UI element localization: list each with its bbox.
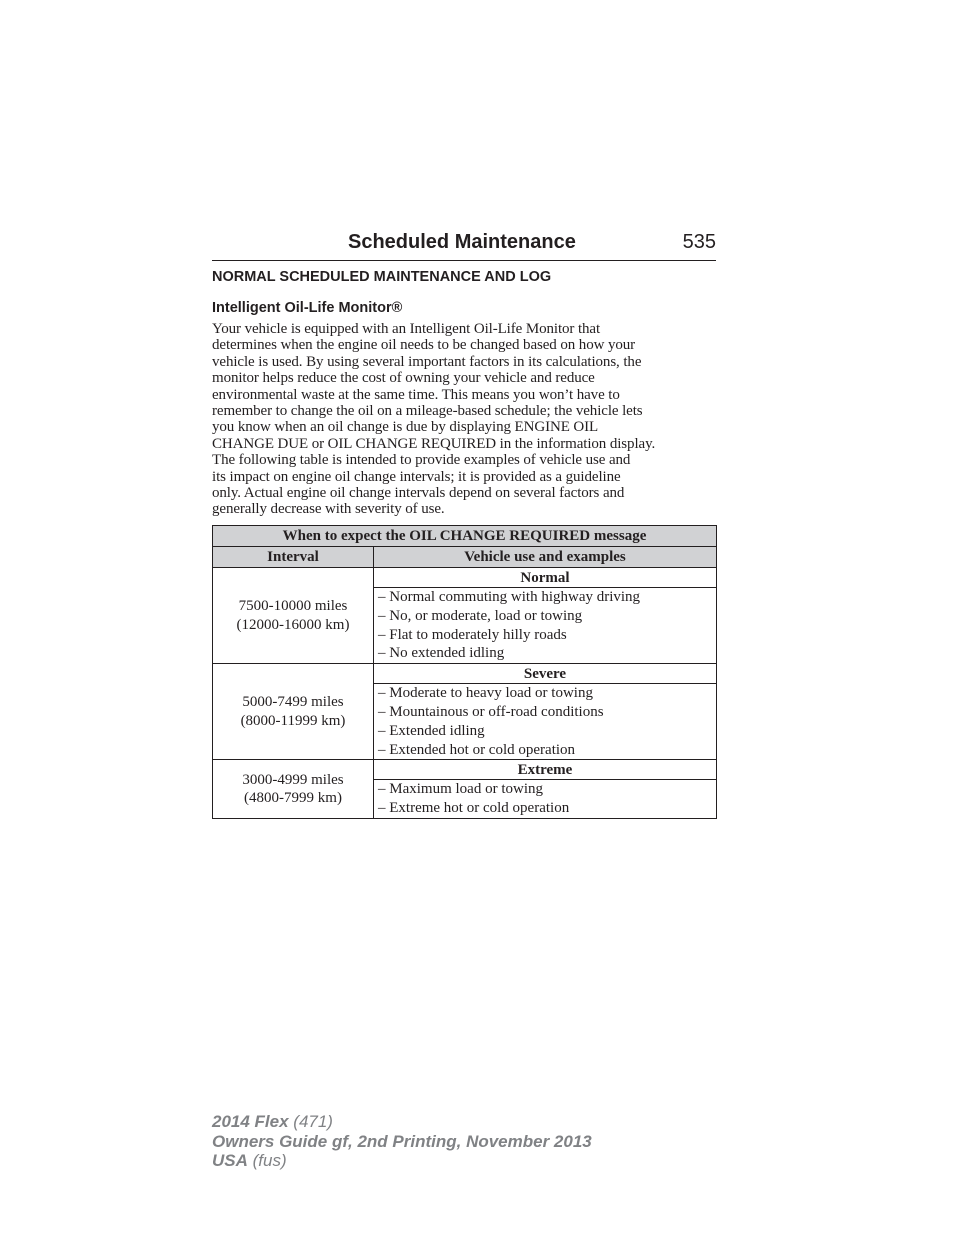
footer-market: USA (212, 1151, 248, 1170)
use-item: – No extended idling (378, 645, 505, 662)
category-cell: Normal (374, 568, 717, 588)
use-item: – Moderate to heavy load or towing (378, 685, 593, 702)
body-line: monitor helps reduce the cost of owning your vehicle and reduce (212, 370, 595, 387)
footer-market-code: (fus) (247, 1151, 287, 1170)
column-header-uses: Vehicle use and examples (374, 547, 717, 568)
footer-model-code: (471) (288, 1112, 333, 1131)
use-item: – Maximum load or towing (378, 781, 543, 798)
body-line: determines when the engine oil needs to be changed based on how your (212, 337, 636, 354)
section-heading: NORMAL SCHEDULED MAINTENANCE AND LOG (212, 269, 552, 285)
interval-cell (213, 568, 374, 664)
body-line: its impact on engine oil change intervals; it is provided as a guideline (212, 468, 621, 485)
use-item: – Extreme hot or cold operation (378, 800, 570, 817)
use-item: – No, or moderate, load or towing (378, 607, 583, 624)
interval-km: (4800-7999 km) (244, 790, 342, 807)
body-line: only. Actual engine oil change intervals depend on several factors and (212, 485, 625, 502)
use-item: – Normal commuting with highway driving (378, 589, 641, 605)
uses-cell (374, 780, 717, 819)
body-paragraph (212, 321, 718, 518)
category-cell: Severe (374, 664, 717, 684)
body-line: you know when an oil change is due by displaying ENGINE OIL (212, 419, 599, 436)
interval-km: (8000-11999 km) (240, 712, 346, 729)
body-line: generally decrease with severity of use. (212, 501, 445, 518)
chapter-title: Scheduled Maintenance (348, 231, 576, 253)
body-line: Your vehicle is equipped with an Intelligent Oil-Life Monitor that (212, 321, 601, 337)
uses-cell (374, 588, 717, 664)
body-line: remember to change the oil on a mileage-based schedule; the vehicle lets (212, 403, 643, 420)
interval-cell (213, 760, 374, 819)
table-row (213, 568, 717, 588)
use-item: – Extended idling (378, 722, 485, 739)
interval-miles: 3000-4999 miles (242, 771, 344, 788)
body-line: CHANGE DUE or OIL CHANGE REQUIRED in the information display. (212, 435, 656, 452)
page-number: 535 (682, 231, 716, 253)
footer-line (212, 1112, 592, 1132)
use-item: – Flat to moderately hilly roads (378, 626, 567, 643)
table-row (213, 760, 717, 780)
interval-miles: 5000-7499 miles (242, 694, 344, 711)
document-footer (212, 1112, 592, 1171)
oil-change-table (212, 525, 717, 819)
interval-km: (12000-16000 km) (236, 616, 350, 633)
footer-model: 2014 Flex (212, 1112, 289, 1131)
body-line: environmental waste at the same time. This means you won’t have to (212, 386, 620, 403)
category-cell: Extreme (374, 760, 717, 780)
page-header (212, 228, 716, 261)
uses-cell (374, 684, 717, 760)
footer-line (212, 1151, 592, 1171)
interval-miles: 7500-10000 miles (238, 598, 348, 615)
table-row (213, 664, 717, 684)
footer-line (212, 1132, 592, 1152)
footer-printing: Owners Guide gf, 2nd Printing, November 2013 (212, 1131, 592, 1151)
body-line: The following table is intended to provide examples of vehicle use and (212, 452, 631, 469)
subsection-heading: Intelligent Oil-Life Monitor® (212, 300, 403, 316)
body-line: vehicle is used. By using several important factors in its calculations, the (212, 353, 642, 370)
column-header-interval: Interval (213, 547, 374, 568)
interval-cell (213, 664, 374, 760)
table-title: When to expect the OIL CHANGE REQUIRED message (213, 526, 717, 547)
use-item: – Mountainous or off-road conditions (378, 703, 604, 720)
use-item: – Extended hot or cold operation (378, 741, 576, 758)
